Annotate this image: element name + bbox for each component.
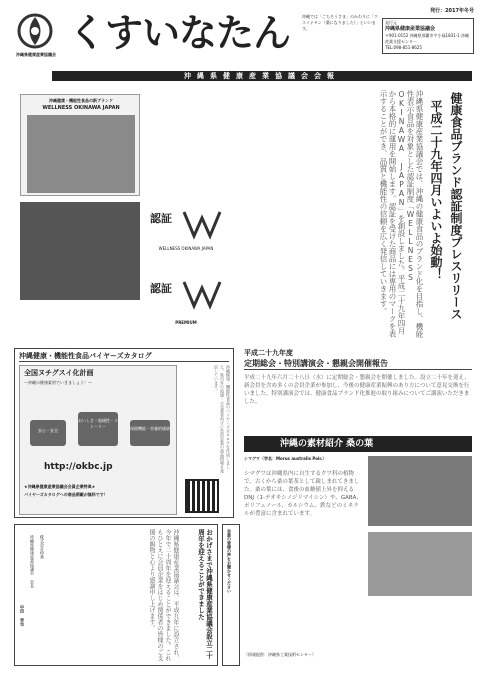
- publisher-box: [382, 18, 474, 54]
- org-logo-text: 沖縄県健康産業協議会: [16, 52, 56, 57]
- badge-taste: おいしさ・地域性・ストーリー: [78, 412, 118, 446]
- material-heading: 沖縄の素材紹介 桑の葉: [244, 436, 472, 452]
- mark-brand: WELLNESS OKINAWA JAPAN: [158, 246, 214, 251]
- material-name: シマグワ（学名：Morus australis Poir.）: [244, 456, 327, 461]
- badge-health: 保健機能・栄養的価値: [130, 420, 170, 446]
- publisher-label: 発行元: [385, 20, 397, 25]
- catalog-heading: 沖縄健康・機能性食品バイヤーズカタログ: [19, 352, 229, 362]
- premium-mark: [146, 276, 226, 336]
- masthead: [10, 6, 472, 68]
- signature-name: 中田 幸也: [20, 605, 25, 626]
- side-column-heading: 会員の皆様の声をお聞かせください: [227, 529, 232, 593]
- material-section: [244, 456, 472, 666]
- badge-safety: 安心・安全: [30, 420, 66, 446]
- greeting-body: 沖縄県健康産業協議会は、平成九年に設立され、今年で二十周年を迎えることができました。これもひとえに会員企業をはじめ関係者の皆様のご支援の賜物と心より感謝申し上げます。: [148, 529, 179, 661]
- people-photo: [27, 115, 135, 193]
- masthead-slogan: 沖縄では「ごちそうさま」のかわりに「クスイナタン（薬になりました）」といいます。: [302, 14, 378, 31]
- brand-photo: [20, 94, 140, 196]
- catalog-note: ★沖縄県健康産業協議会会員企業特典★: [24, 484, 96, 489]
- greeting-heading: おかげさまで沖縄県健康産業協議会設立二十周年を迎えることができました: [197, 529, 213, 659]
- qr-code-icon[interactable]: [185, 479, 219, 513]
- subtitle-banner: 沖縄県健康産業協議会会報: [52, 71, 472, 81]
- issue-label: 発行：2017年冬号: [430, 8, 474, 14]
- mulberry-leaf-photo: [368, 532, 472, 596]
- meeting-body: 平成二十九年六月二十八日（水）に定期総会・懇親会を開催しました。設立二十年を迎え、新会員を含め多くの会員企業が参加し、今後の健康産業振興のあり方について意見交換を行いました。特別講演会では、健康食品ブランド化推進の取り組みについてご講演いただきました。: [244, 375, 470, 405]
- wellness-mark-icon: [182, 208, 222, 244]
- press-conference-photo: [20, 202, 140, 300]
- meeting-subheading: 定期総会・特別講演会・懇親会開催報告: [244, 359, 472, 370]
- masthead-title: くすいなたん: [68, 10, 291, 55]
- article-body: 沖縄県健康産業協議会では、沖縄の健康食品のブランド化を目指し、機能性表示食品を対象とした認証制度「WELLNESS OKINAWA JAPAN」を創設しました。平成二十九年四月から本格的に運用を開始します。認証を受けた商品には専用のマークを表示することができ、品質と機能性の信頼を広く発信していきます。: [379, 90, 424, 338]
- catalog-note2: バイヤーズカタログへの商品掲載が無料です！: [24, 492, 108, 497]
- premium-mark-icon: [182, 278, 222, 314]
- catalog-body: 沖縄健康・機能性食品のバイヤーズカタログを作成しました。県内外の流通・小売業者向けに会員企業の商品情報を発信しています。: [214, 365, 231, 473]
- catalog-url[interactable]: http://okbc.jp: [44, 462, 113, 472]
- greeting-section: [14, 524, 218, 666]
- org-logo-icon: [16, 12, 54, 50]
- publisher-address: 〒901-0152 沖縄県那覇市字小禄1831-1 沖縄産業支援センター: [385, 33, 469, 44]
- signature-title: 沖縄県健康産業協議会 会長: [30, 535, 35, 588]
- mulberry-photo: [368, 456, 472, 526]
- meeting-section: [244, 350, 472, 430]
- meeting-heading: 平成二十九年度: [244, 349, 293, 357]
- main-article: [10, 86, 472, 344]
- poster-subtitle: ～沖縄の健康素材でいきましょう！～: [24, 380, 92, 385]
- material-body: シマグワは沖縄県内に自生するクワ科の植物で、古くから桑の葉茶として親しまれてきました。桑の葉には、食後の血糖値上昇を抑えるDNJ（1-デオキシノジリマイシン）や、GABA、ポリフェノール、カルシウム、鉄などのミネラルが豊富に含まれています。: [244, 471, 362, 517]
- signature-company: 株式会社仲善: [40, 535, 45, 559]
- premium-label: PREMIUM: [175, 320, 197, 325]
- article-headline: 平成二十九年四月いよいよ始動！: [429, 100, 443, 280]
- mark-label: 認証: [150, 212, 172, 225]
- material-credit: （情報提供：沖縄県工業技術センター）: [244, 652, 316, 657]
- article-kicker: 健康食品ブランド認証制度プレスリリース: [449, 92, 463, 320]
- photo-caption: 沖縄健康・機能性食品の新ブランド: [49, 98, 113, 103]
- catalog-section: [14, 348, 234, 518]
- publisher-name: 沖縄県健康産業協議会: [385, 26, 436, 32]
- certification-mark: [146, 206, 226, 266]
- side-column: [222, 524, 240, 666]
- publisher-tel: TEL:098-851-8625: [385, 45, 422, 50]
- catalog-poster: [19, 365, 177, 515]
- premium-mark-label: 認証: [150, 282, 172, 295]
- poster-title: 全国ヌチグスイ化計画: [24, 369, 94, 377]
- brand-name: WELLNESS OKINAWA JAPAN: [42, 105, 120, 111]
